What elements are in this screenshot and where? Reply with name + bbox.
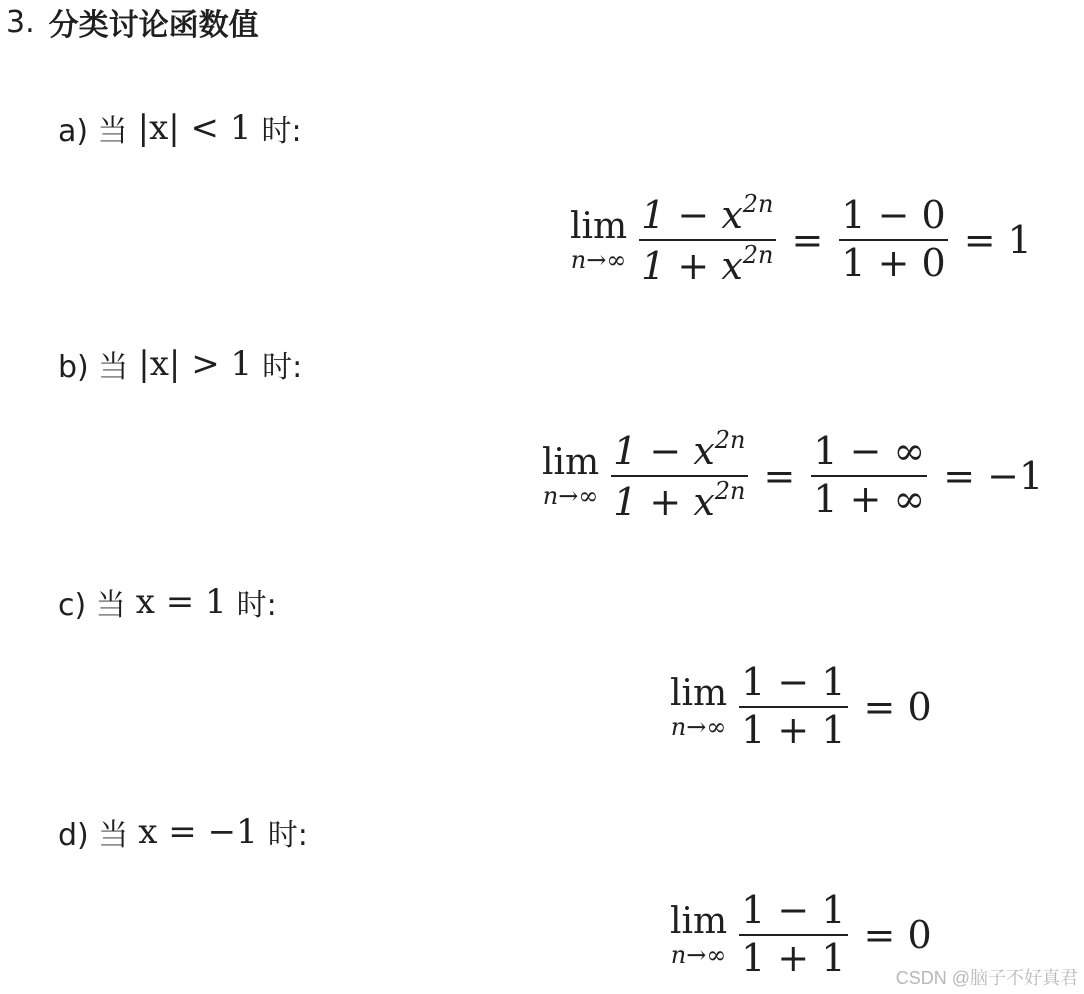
numerator: 1 − ∞	[813, 429, 926, 473]
case-b-condition: |x| > 1	[138, 344, 253, 384]
numerator: 1 − 0	[841, 193, 946, 237]
result: = 0	[863, 684, 932, 729]
denominator: $1 + x^{2n}$	[641, 240, 774, 288]
limit-operator	[670, 902, 727, 968]
fraction-1	[739, 888, 847, 981]
case-b-label	[58, 336, 302, 392]
case-d-prefix: d) 当	[58, 818, 129, 853]
lim-word: lim	[670, 672, 728, 714]
case-a-suffix: 时:	[261, 114, 302, 149]
case-c-prefix: c) 当	[58, 588, 126, 623]
limit-operator	[542, 443, 599, 509]
result: = 0	[863, 912, 932, 957]
denominator: 1 + ∞	[813, 476, 926, 521]
case-c-condition: x = 1	[135, 582, 227, 622]
lim-subscript: n→∞	[570, 246, 627, 275]
case-d-suffix: 时:	[267, 818, 308, 853]
limit-operator	[570, 207, 627, 273]
numerator: 1 − 1	[741, 888, 846, 932]
limit-operator	[670, 674, 727, 740]
case-a-prefix: a) 当	[58, 114, 128, 149]
result: = −1	[943, 453, 1044, 498]
section-heading	[6, 0, 259, 44]
fraction-1	[739, 660, 847, 753]
denominator: 1 + 1	[741, 935, 846, 980]
denominator: 1 + 0	[841, 240, 946, 285]
equals-sign: =	[763, 453, 796, 498]
case-b-suffix: 时:	[262, 350, 303, 385]
fraction-2	[811, 429, 927, 522]
case-b-prefix: b) 当	[58, 350, 129, 385]
section-number: 3.	[6, 4, 35, 40]
case-d-label	[58, 804, 308, 860]
fraction-2	[839, 193, 947, 286]
fraction-1	[611, 426, 747, 525]
case-a-condition: |x| < 1	[137, 108, 252, 148]
watermark: CSDN @脑子不好真君	[895, 968, 1078, 988]
lim-subscript: n→∞	[670, 713, 727, 742]
lim-word: lim	[570, 205, 628, 247]
formula-c	[670, 660, 948, 753]
section-title: 分类讨论函数值	[48, 8, 259, 43]
denominator: $1 + x^{2n}$	[613, 476, 746, 524]
case-c-suffix: 时:	[236, 588, 277, 623]
lim-word: lim	[542, 441, 600, 483]
lim-word: lim	[670, 900, 728, 942]
formula-b	[542, 426, 1059, 525]
numerator: $1 - x^{2n}$	[613, 426, 746, 473]
numerator: 1 − 1	[741, 660, 846, 704]
result: = 1	[963, 217, 1032, 262]
lim-subscript: n→∞	[542, 482, 599, 511]
case-d-condition: x = −1	[138, 812, 258, 852]
equals-sign: =	[791, 217, 824, 262]
denominator: 1 + 1	[741, 707, 846, 752]
fraction-1	[639, 190, 775, 289]
case-a-label	[58, 100, 302, 156]
formula-a	[570, 190, 1048, 289]
lim-subscript: n→∞	[670, 941, 727, 970]
case-c-label	[58, 574, 277, 630]
numerator: $1 - x^{2n}$	[641, 190, 774, 237]
